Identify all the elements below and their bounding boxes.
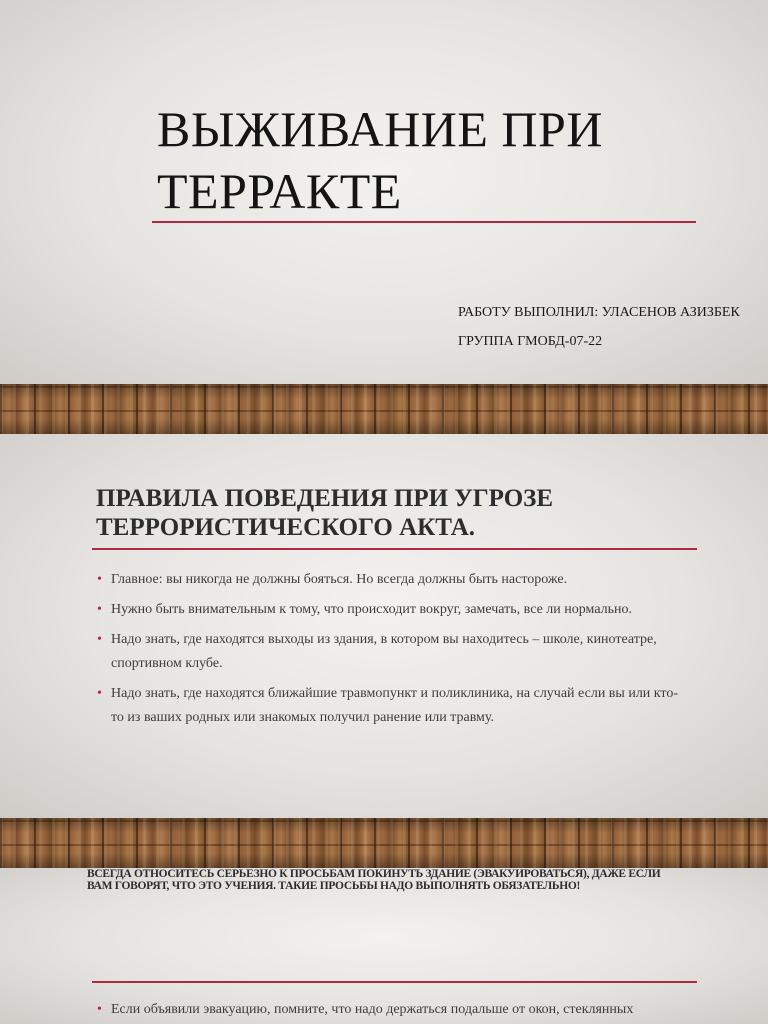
title-line-1: ВЫЖИВАНИЕ ПРИ xyxy=(157,101,603,157)
slide-heading xyxy=(96,484,656,542)
heading-line-1: ПРАВИЛА ПОВЕДЕНИЯ ПРИ УГРОЗЕ xyxy=(96,485,554,512)
bullet-list xyxy=(97,568,687,736)
heading-line-2: ТЕРРОРИСТИЧЕСКОГО АКТА. xyxy=(96,514,476,541)
bullet-icon: • xyxy=(97,1002,102,1017)
title-slide xyxy=(0,0,768,384)
wood-floor-divider xyxy=(0,384,768,434)
heading-underline xyxy=(92,548,697,550)
list-item: • Надо знать, где находятся выходы из здания, в котором вы находитесь – школе, кинотеатре, спортивном клубе. xyxy=(97,628,687,676)
bullet-icon: • xyxy=(97,686,102,701)
rules-slide xyxy=(0,434,768,818)
list-item: • Надо знать, где находятся ближайшие травмопункт и поликлиника, на случай если вы или кто-то из ваших родных или знакомых получил ранение или травму. xyxy=(97,682,687,730)
slide-heading: ВСЕГДА ОТНОСИТЕСЬ СЕРЬЕЗНО К ПРОСЬБАМ ПОКИНУТЬ ЗДАНИЕ (ЭВАКУИРОВАТЬСЯ), ДАЖЕ ЕСЛИ ВАМ ГОВОРЯТ, ЧТО ЭТО УЧЕНИЯ. ТАКИЕ ПРОСЬБЫ НАДО ВЫПОЛНЯТЬ ОБЯЗАТЕЛЬНО! xyxy=(87,868,661,892)
group-line: ГРУППА ГМОБД-07-22 xyxy=(458,334,603,349)
title-underline xyxy=(152,221,696,223)
title-line-2: ТЕРРАКТЕ xyxy=(157,163,402,219)
bullet-icon: • xyxy=(97,572,102,587)
list-item: • Главное: вы никогда не должны бояться. Но всегда должны быть настороже. xyxy=(97,568,687,592)
bullet-icon: • xyxy=(97,632,102,647)
heading-underline xyxy=(92,981,697,983)
list-item: • Нужно быть внимательным к тому, что происходит вокруг, замечать, все ли нормально. xyxy=(97,598,687,622)
author-line: РАБОТУ ВЫПОЛНИЛ: УЛАСЕНОВ АЗИЗБЕК xyxy=(458,305,740,320)
bullet-icon: • xyxy=(97,602,102,617)
evacuation-slide xyxy=(0,868,768,1024)
presentation-title xyxy=(157,98,717,222)
bullet-list xyxy=(97,998,687,1024)
wood-floor-divider xyxy=(0,818,768,868)
list-item: • Если объявили эвакуацию, помните, что надо держаться подальше от окон, стеклянных xyxy=(97,998,687,1022)
